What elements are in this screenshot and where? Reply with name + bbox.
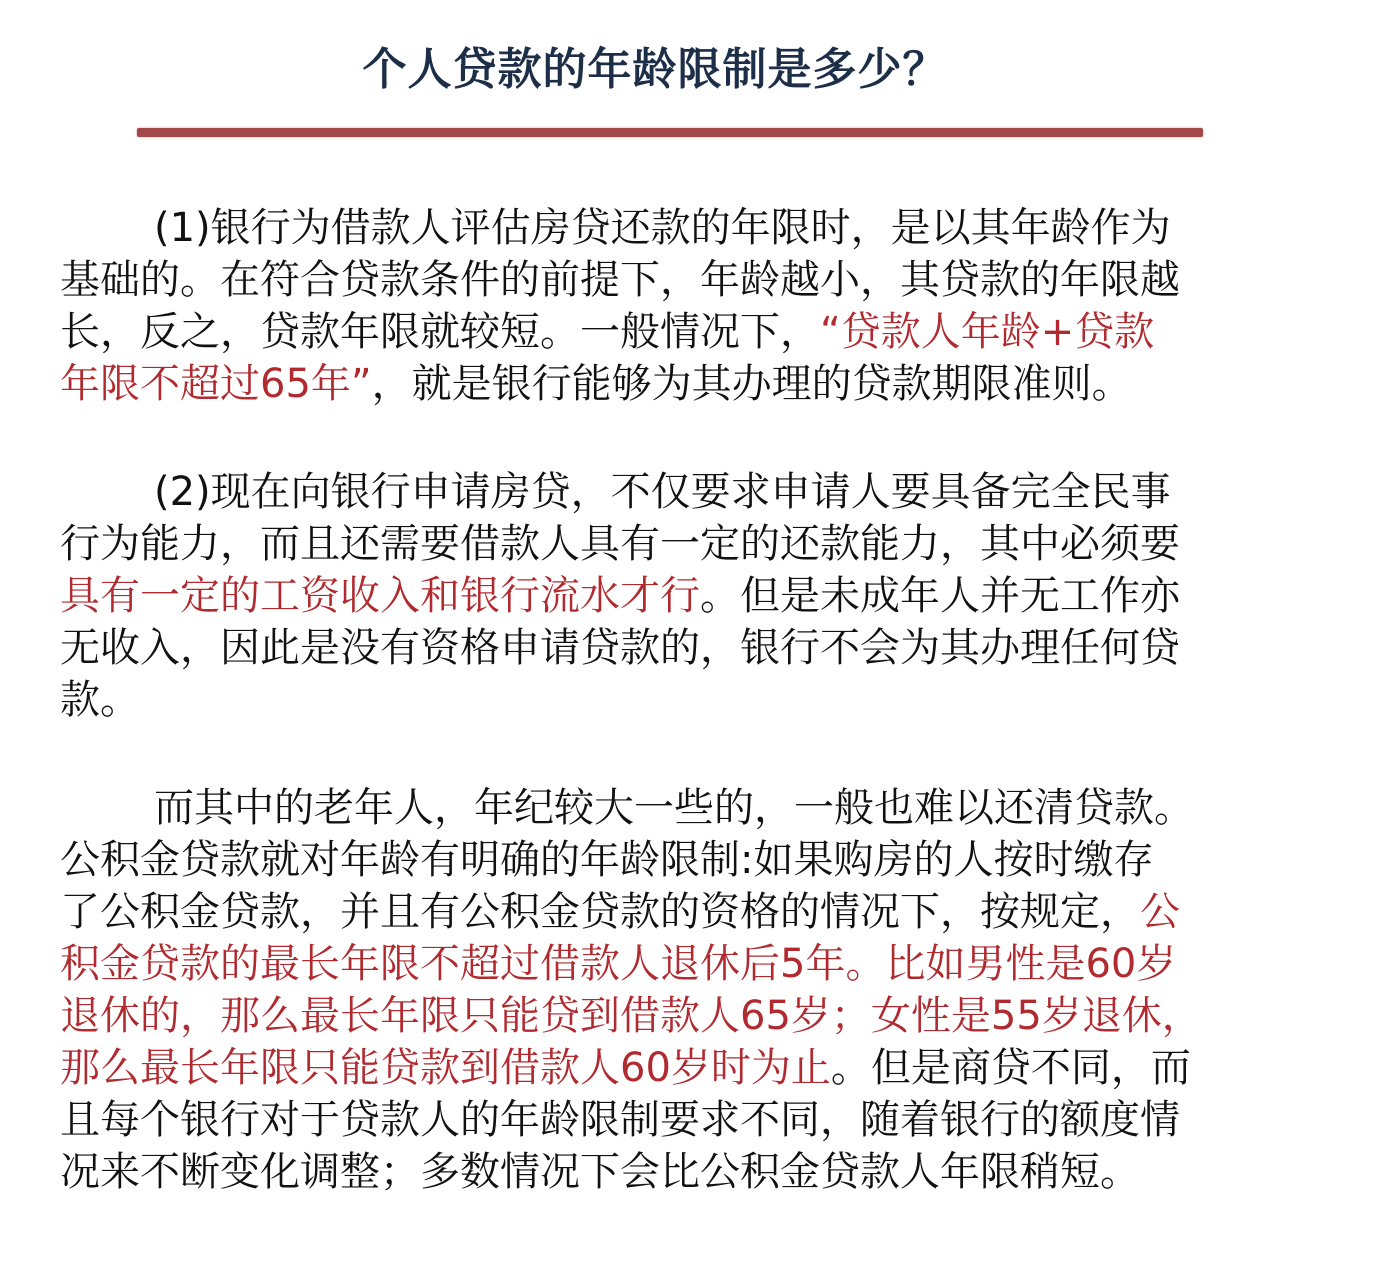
- text-segment: 长，反之，贷款年限就较短。一般情况下，: [60, 309, 820, 355]
- text-segment: 行为能力，而且还需要借款人具有一定的还款能力，其中必须要: [60, 521, 1180, 567]
- paragraph-line: [60, 834, 1290, 886]
- paragraph-line: [60, 306, 1290, 358]
- text-segment: 况来不断变化调整；多数情况下会比公积金贷款人年限稍短。: [60, 1149, 1140, 1195]
- title-divider: [137, 128, 1203, 137]
- text-segment: 基础的。在符合贷款条件的前提下，年龄越小，其贷款的年限越: [60, 257, 1180, 303]
- page-title: 个人贷款的年龄限制是多少？: [362, 44, 948, 95]
- paragraph-2: [60, 466, 1290, 726]
- paragraph-1: [60, 202, 1290, 410]
- article-body: [60, 202, 1290, 1198]
- highlighted-text: 退休的，那么最长年限只能贷到借款人65岁；女性是55岁退休，: [60, 993, 1202, 1039]
- text-segment: 公积金贷款就对年龄有明确的年龄限制:如果购房的人按时缴存: [60, 837, 1154, 883]
- paragraph-line: [60, 1042, 1290, 1094]
- paragraph-3: [60, 782, 1290, 1198]
- paragraph-line: [60, 674, 1290, 726]
- text-segment: 。但是商贷不同，而: [830, 1045, 1191, 1091]
- highlighted-text: 积金贷款的最长年限不超过借款人退休后5年。比如男性是60岁: [60, 941, 1177, 987]
- paragraph-line: [60, 1094, 1290, 1146]
- text-segment: 款。: [60, 677, 140, 723]
- text-segment: ，就是银行能够为其办理的贷款期限准则。: [371, 361, 1132, 407]
- text-segment: (2)现在向银行申请房贷，不仅要求申请人要具备完全民事: [154, 469, 1171, 515]
- text-segment: 。但是未成年人并无工作亦: [700, 573, 1180, 619]
- paragraph-line: [60, 570, 1290, 622]
- text-segment: 而其中的老年人，年纪较大一些的，一般也难以还清贷款。: [154, 785, 1194, 831]
- paragraph-line: [60, 782, 1290, 834]
- highlighted-text: 具有一定的工资收入和银行流水才行: [60, 573, 700, 619]
- paragraph-line: [60, 938, 1290, 990]
- paragraph-line: [60, 254, 1290, 306]
- highlighted-text: 公: [1140, 889, 1180, 935]
- paragraph-line: [60, 990, 1290, 1042]
- paragraph-line: [60, 202, 1290, 254]
- text-segment: 且每个银行对于贷款人的年龄限制要求不同，随着银行的额度情: [60, 1097, 1180, 1143]
- text-segment: 无收入，因此是没有资格申请贷款的，银行不会为其办理任何贷: [60, 625, 1180, 671]
- paragraph-line: [60, 466, 1290, 518]
- paragraph-line: [60, 518, 1290, 570]
- text-segment: (1)银行为借款人评估房贷还款的年限时，是以其年龄作为: [154, 205, 1171, 251]
- paragraph-line: [60, 358, 1290, 410]
- text-segment: 了公积金贷款，并且有公积金贷款的资格的情况下，按规定，: [60, 889, 1140, 935]
- paragraph-line: [60, 1146, 1290, 1198]
- paragraph-line: [60, 886, 1290, 938]
- highlighted-text: “贷款人年龄+贷款: [820, 309, 1155, 355]
- paragraph-line: [60, 622, 1290, 674]
- highlighted-text: 那么最长年限只能贷款到借款人60岁时为止: [60, 1045, 831, 1091]
- highlighted-text: 年限不超过65年”: [60, 361, 372, 407]
